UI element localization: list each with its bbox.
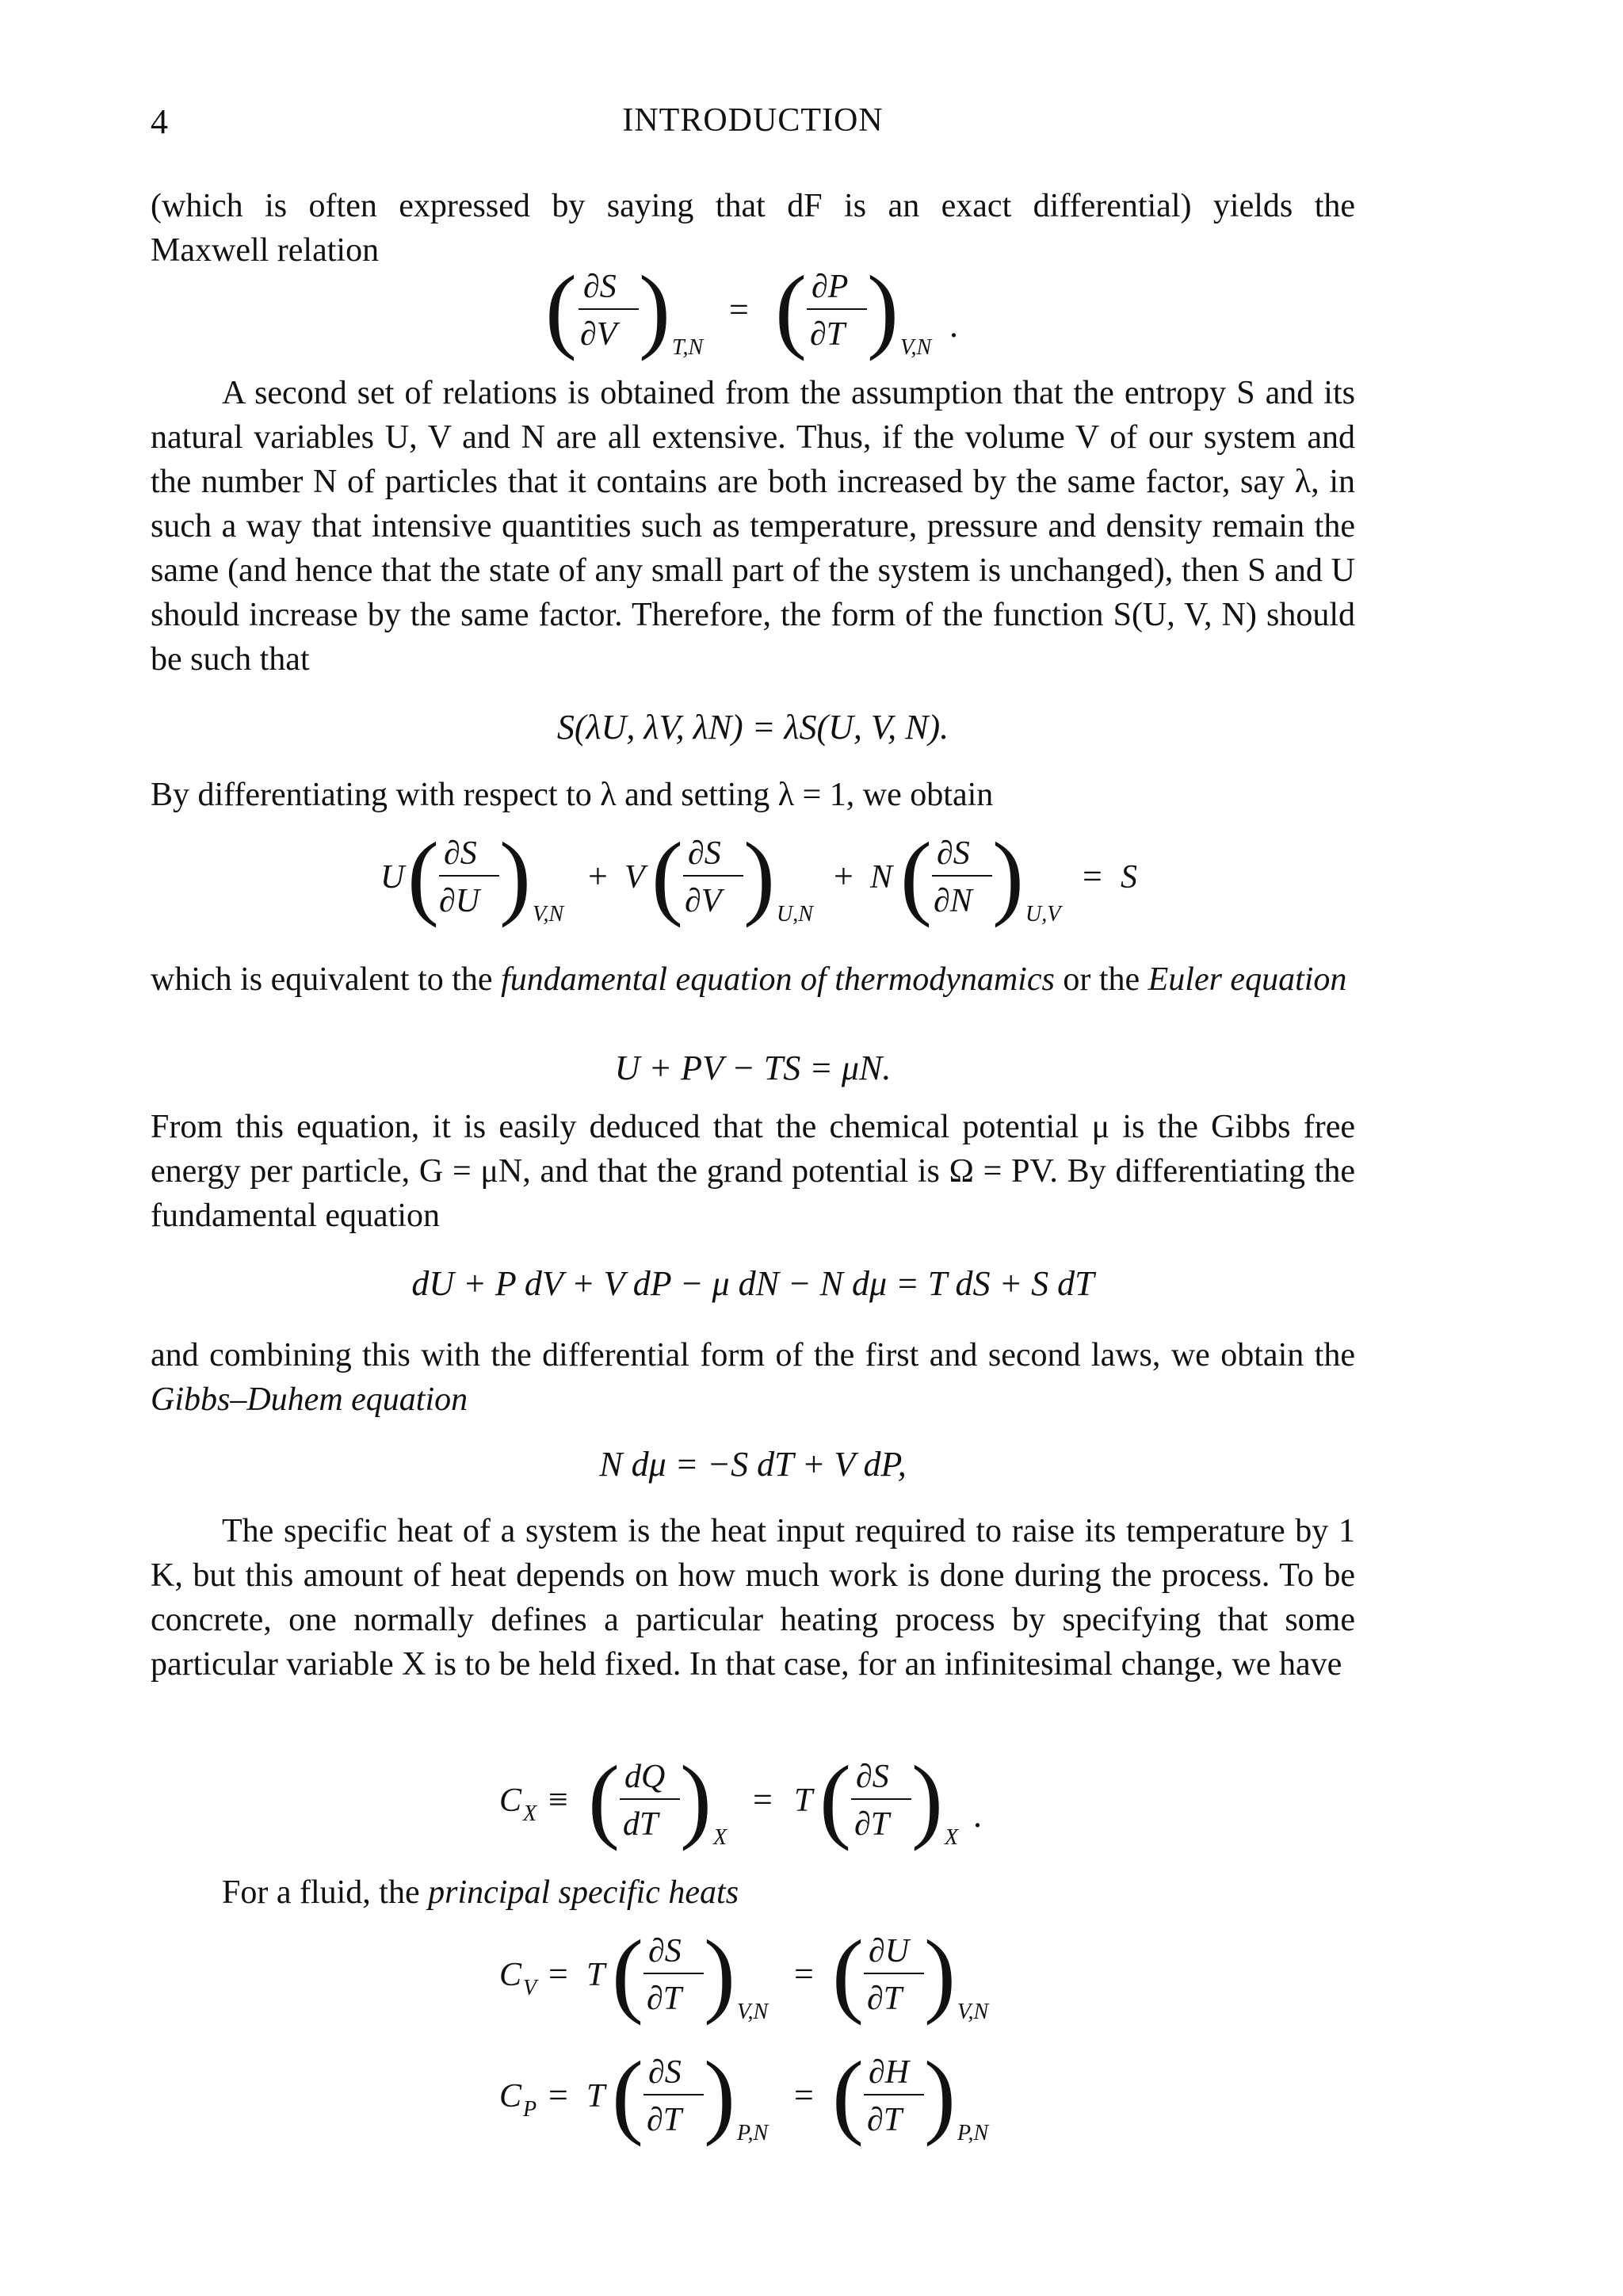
emphasis: Gibbs–Duhem equation: [151, 1381, 468, 1418]
paragraph: By differentiating with respect to λ and setting λ = 1, we obtain: [151, 777, 994, 813]
svg-text:∂U: ∂U: [869, 1933, 910, 1969]
svg-text:(: (: [588, 1746, 620, 1851]
svg-text:T: T: [586, 2078, 605, 2115]
svg-text:=: =: [548, 1954, 568, 1993]
svg-text:(: (: [775, 256, 807, 361]
svg-text:∂N: ∂N: [934, 883, 972, 919]
svg-text:∂S: ∂S: [648, 1933, 682, 1969]
text-run: and combining this with the differential form of the first and second laws, we obtain the: [151, 1337, 1355, 1373]
page-number: 4: [151, 102, 168, 141]
svg-text:∂S: ∂S: [583, 269, 617, 305]
svg-text:∂T: ∂T: [647, 1981, 682, 2017]
svg-text:T: T: [586, 1957, 605, 1993]
svg-text:(: (: [612, 1920, 643, 2026]
svg-text:C: C: [499, 2078, 522, 2115]
svg-text:N: N: [870, 859, 893, 896]
svg-text:(: (: [832, 1920, 864, 2026]
svg-text:(: (: [900, 823, 932, 928]
equation-euler: [151, 1046, 1355, 1091]
svg-text:U,N: U,N: [777, 902, 813, 926]
running-head: INTRODUCTION: [622, 102, 884, 139]
svg-text:T: T: [794, 1782, 813, 1819]
emphasis: principal specific heats: [428, 1874, 739, 1911]
svg-text:X: X: [523, 1801, 537, 1826]
svg-text:∂H: ∂H: [869, 2054, 910, 2091]
paragraph-line: (which is often expressed by saying that dF is an exact differential) yields the: [151, 188, 1355, 224]
text-run: or the: [1063, 961, 1140, 998]
svg-text:C: C: [499, 1957, 522, 1993]
equation-differential: [151, 1262, 1355, 1306]
svg-text:+: +: [588, 857, 608, 896]
equation-gibbs-duhem: [151, 1442, 1355, 1487]
svg-text:≡: ≡: [548, 1780, 568, 1819]
svg-text:): ): [867, 256, 899, 361]
svg-text:V,N: V,N: [957, 2000, 989, 2024]
svg-text:=: =: [794, 2076, 814, 2115]
svg-text:): ): [639, 256, 670, 361]
equation-euler-derivative: [151, 824, 1355, 943]
svg-text:U: U: [380, 859, 405, 896]
svg-text:.: .: [949, 306, 958, 345]
equation-cp: [151, 2043, 1355, 2162]
svg-text:): ): [924, 1920, 956, 2026]
svg-text:U,V: U,V: [1025, 902, 1061, 926]
svg-text:): ): [680, 1746, 712, 1851]
svg-text:.: .: [973, 1796, 982, 1835]
svg-text:P,N: P,N: [957, 2121, 989, 2145]
svg-text:): ): [499, 823, 531, 928]
svg-text:P,N: P,N: [737, 2121, 769, 2145]
text-run: which is equivalent to the: [151, 961, 493, 998]
equation-text: S(λU, λV, λN) = λS(U, V, N).: [556, 708, 949, 747]
svg-text:∂U: ∂U: [439, 883, 480, 919]
svg-text:V,N: V,N: [533, 902, 564, 926]
svg-text:∂S: ∂S: [856, 1759, 889, 1795]
svg-text:∂S: ∂S: [648, 2054, 682, 2091]
svg-text:): ): [704, 1920, 735, 2026]
svg-text:P: P: [523, 2097, 537, 2122]
svg-text:∂S: ∂S: [937, 835, 970, 872]
svg-text:(: (: [832, 2042, 864, 2147]
page-header: [151, 101, 1355, 149]
svg-text:∂V: ∂V: [685, 883, 722, 919]
paragraph: A second set of relations is obtained from the assumption that the entropy S and its natural variables U, V and N are all extensive. Thus, if the volume V of our system and the number N of particles that it contains are both increased by the same factor, say λ, in such a way that intensive quantities such as temperature, pressure and density remain the same (and hence that the state of any small part of the system is unchanged), then S and U should increase by the same factor. Therefore, the form of the function S(U, V, N) should be such that: [151, 375, 1355, 678]
paragraph-line: Maxwell relation: [151, 232, 380, 269]
paragraph: [151, 1870, 1355, 1915]
svg-text:∂S: ∂S: [444, 835, 477, 872]
svg-text:=: =: [753, 1780, 773, 1819]
svg-text:=: =: [794, 1954, 814, 1993]
svg-text:∂T: ∂T: [867, 2102, 903, 2138]
svg-text:∂T: ∂T: [647, 2102, 682, 2138]
paragraph: From this equation, it is easily deduced that the chemical potential μ is the Gibbs free energy per particle, G = μN, and that the grand potential is Ω = PV. By differentiating the fundamental equation: [151, 1109, 1355, 1234]
svg-text:): ): [992, 823, 1024, 928]
svg-text:X: X: [713, 1825, 727, 1850]
equation-maxwell: [151, 258, 1355, 376]
svg-text:dT: dT: [623, 1806, 659, 1843]
svg-text:∂V: ∂V: [580, 316, 617, 353]
svg-text:∂T: ∂T: [854, 1806, 890, 1843]
svg-text:(: (: [819, 1746, 851, 1851]
svg-text:V: V: [624, 859, 645, 896]
equation-text: N dμ = −S dT + V dP,: [599, 1445, 907, 1484]
svg-text:=: =: [729, 290, 749, 329]
svg-text:V,N: V,N: [737, 2000, 769, 2024]
svg-text:V,N: V,N: [900, 335, 932, 360]
paragraph: [151, 1333, 1355, 1422]
emphasis: fundamental equation of thermodynamics: [501, 961, 1055, 998]
paragraph: The specific heat of a system is the heat input required to raise its temperature by 1 K, but this amount of heat depends on how much work is done during the process. To be concrete, one normally defines a particular heating process by specifying that some particular variable X is to be held fixed. In that case, for an infinitesimal change, we have: [151, 1513, 1355, 1683]
svg-text:S: S: [1121, 859, 1137, 896]
svg-text:=: =: [548, 2076, 568, 2115]
svg-text:+: +: [834, 857, 854, 896]
paragraph: [151, 957, 1355, 1002]
svg-text:C: C: [499, 1782, 522, 1819]
emphasis: Euler equation: [1148, 961, 1347, 998]
svg-text:∂P: ∂P: [812, 269, 849, 305]
svg-text:(: (: [651, 823, 683, 928]
svg-text:dQ: dQ: [624, 1759, 666, 1795]
svg-text:): ): [924, 2042, 956, 2147]
svg-text:(: (: [545, 256, 577, 361]
svg-text:V: V: [523, 1976, 537, 2000]
svg-text:(: (: [407, 823, 439, 928]
svg-text:T,N: T,N: [672, 335, 704, 360]
svg-text:∂T: ∂T: [867, 1981, 903, 2017]
svg-text:): ): [743, 823, 775, 928]
svg-text:∂S: ∂S: [688, 835, 721, 872]
svg-text:=: =: [1083, 857, 1102, 896]
text-run: For a fluid, the: [222, 1874, 420, 1911]
svg-text:): ): [704, 2042, 735, 2147]
svg-text:X: X: [945, 1825, 959, 1850]
equation-homogeneity: [151, 705, 1355, 750]
equation-cv: [151, 1922, 1355, 2041]
svg-text:∂T: ∂T: [810, 316, 846, 353]
svg-text:): ): [911, 1746, 943, 1851]
equation-text: dU + P dV + V dP − μ dN − N dμ = T dS + S dT: [411, 1264, 1094, 1303]
svg-text:(: (: [612, 2042, 643, 2147]
equation-specific-heat: [151, 1748, 1355, 1866]
equation-text: U + PV − TS = μN.: [614, 1049, 892, 1087]
